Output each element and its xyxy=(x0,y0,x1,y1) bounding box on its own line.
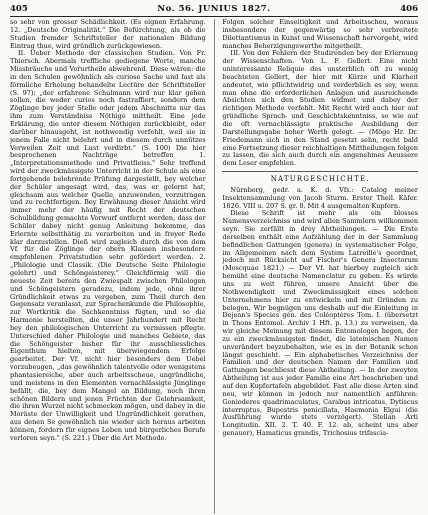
left-paragraph: II. Ueber Methode der classischen Studien. Von Fr. Thiersch. Abermals treffliche gediegene Worte, manche Missbräuche und Vorurtheile abwehrend. Diese wären: die in den Schulen gewöhnlich als curiose Sache und fast als förmliche Erholung behandelte Lectüre der Schriftsteller (S. 97): „der erfahrene Schulmann wird nur klar gehen sollen, die weder curios noch fastraffiert, sondern dem Zöglinge bey jeder Stelle oder jedem Abschnitte nur das ihm zum Verständniss Nöthige mittheilt. Eine jede Erklärung, die unter diesem Nöthigen zurückbleibt, oder darüber hinausgeht, ist nothwendig verfehlt, weil sie in jenem Falle nicht belehrt und in diesem durch unnützes Verweilen Zeit und Lust verdirbt." (S. 100) Die hier besprochenen Nachträge betreffen 1. „Interpretationsmethode und Privatfleiss." Sehr treffend wird der zweckmässigste Unterricht in der Schule als eine fortgehende belehrende Prüfung dargestellt, bey welcher der Schüler angesagt wird, das, was er gelernt hat, gleichsam aus welcher Quelle, anzuwenden, vorzutragen und zu rechtfertigen. Bey Erwähnung dieser Ansicht wird immer mehr der häufig mit Recht der deutschen Schulbildung gemachte Vorwurf entfernt werden, dass der Schüler dabey nicht genug Anleitung bekomme, das Erlernte selbstthätig zu verarbeiten und in freyer Rede klar darzustellen. Dieß wird zugleich durch die von dem Vf. für die Zöglinge der obern Klassen insbesondere empfohlenen Privatstudien sehr gefördert werden. 2. „Philologie und Classik. (Die Deutsche Seite Philologie gelehrt) und Schöngeisterey." Gleichförmig will die neueste Zeit bereits den Zwiespalt zwischen Philologen und Schöngeistern geradezu, indem jede, ohne ihrer Gründlichkeit etwas zu vergeben, zum Theil durch den Gegensatz veranlasst, zur Sprachenkunde die Philosophie, zur Wortkritik die Sachkenntniss fügten, und so die Harmonie herstellten, die unser Jahrhundert mit Recht bey den philologischen Unterricht zu vermissen pflegte. Unterschied daher Philologie und manches Gebiete, das die Schöngeister bisher für ihr ausschliessliches Eigenthum hielten, mit überwiegendem Erfolge gearbeitet. Der Vf. nicht hier besonders dem Uebel vorzubeugen, „das gewöhnlich talentvolle oder wenigstens phantasiereiche, aber auch arbeitsscheue, ungründliche, und meistens in den Elementen vernachlässigte Jünglinge befällt, die, bey dem Mangel an Bildung, noch ihren schönen Bildern und jenen Früchten der Gelehrsamkeit, die ihren Wurzel nicht schmecken mögen, und dabey in die Moräste der Unwilligkeit und Ungründlichkeit gerathen, aus denen Se gewöhnlich nie wieder sich heraus arbeiten können, fordern für eignes Leben und bürgerliches Berufe verloren seyn." (S. 221.) Über die Art Methode. xyxy=(10,49,206,442)
column-divider xyxy=(214,19,215,514)
left-column xyxy=(10,19,206,514)
section-heading: NATURGESCHICHTE. xyxy=(270,175,370,184)
right-paragraph: III. Von den Fehlern der Studirenden bey der Erlernung der Wissenschaften. Von L. F. Gellert. Eine nicht uninteressante Reliquie des unsterblich oft zu wenig beachteten Gellert, der hier mit Kürze und Klarheit andeutet, wie pflichtwidrig und verderblich es sey, wenn man ohne die erforderlichen Anlagen und ausreichende Absichten sich den Studien widmet und dabey der richtigen Methode verfehlt. Mit Recht wird auch hier auf gründliche Sprach- und Geschichtskenntniss, so wie auf die oft vernachlässigte praktische Ausbildung der Darstellungsgabe hoher Werth gelegt. — (Möge Hr. Dr. Friedemann sich in den Stand gesetzt sehn, recht bald eine Fortsetzung dieser reichhaltigen Mittheilungen folgen zu lassen, die sich auch durch ein angenehmes Aeussere dem Leser empfehlen. xyxy=(222,49,418,168)
issue-title: No. 56. JUNIUS 1827. xyxy=(157,4,271,14)
right-column xyxy=(222,19,418,514)
entry-heading: Nürnberg, gedr. a. K. d. Vfs.: Catalog meiner Insektensammlung von Jacob Sturm. Erster Theil. Käfer. 1826. VIII u. 207 S. gr. 8. Mit 4 ausgemalten Kupfern. xyxy=(222,185,418,210)
page-number-right: 406 xyxy=(400,4,418,14)
section-rule xyxy=(222,171,418,172)
left-paragraph: so sehr von grosser Schädlichkeit. (Es eignen Erfahrung. 12. „Deutsche Originalität." Die Befürchtung, als ob die Studien fremder Schriftsteller der nationalen Bildung Eintrag thue, wird gründlich zurückgewiesen. xyxy=(10,19,206,50)
page-number-left: 405 xyxy=(10,4,28,14)
page-header xyxy=(10,3,418,17)
text-columns xyxy=(10,19,418,514)
entry-paragraph: Diese Schrift ist mehr als ein blosses Namensverzeichniss und wird allen Sammlern willkommen seyn. Sie zerfällt in drey Abtheilungen. — Die Erste derselben enthält eine Aufzählung der in der Sammlung befindlichen Gattungen (genera) in systematischer Folge, im Allgemeinen nach dem System Latreille's geordnet, jedoch mit Rücksicht auf Fischer's Genera Insectorum (Moscquae 1821.) — Der Vf. hat hierbey zugleich sich bemüht eine deutsche Nomenclatur zu geben. Es würde uns zu weit führen, unsere Ansicht über die Nothwendigkeit und Zweckmässigkeit eines solchen Unternehmens hier zu entwickeln und mit Gründen zu belegen. Wir begnügen uns deshalb auf die Einleitung in Dejean's Species gén. des Coléoptères Tom. I. (übersetzt in Thons Entomol. Archiv 1 Hft. p. 13.) zu verweisen, da wir gleiche Meinung mit diesem Entomologen hegen, der zu ein zweckmässigsten findet, die lateinischen Namen unverändert beyzubehalten, wie es in der Botanik schon längst geschieht. — Ein alphabetisches Verzeichniss der Familien und der deutschen Namen der Familien und Gattungen beschliesst diese Abtheilung. — In der zweyten Abtheilung ist aus jeder Familie eine Art beschrieben und auf den Kupfertafeln abgebildet. Fast alle diese Arten sind neu, wir können in jedoch nur namentlich anführen: Gonioderes quadrimaculatus, Carabus intricatus, Dytiscus interruptus, Bupestris penicillata, Haemonia Elgui (die Ausführung wurde stets verzögert). Stellan Arti Longitudin. XII. 2. T. 40. F. 12. ab, scheint uns aber genauer), Hamaticus grandis, Trichosius trifascia- xyxy=(222,209,418,438)
right-paragraph: Folgen solcher Einseitigkeit und Arbeitsscheu, woraus insbesondere der gegenwärtig so sehr verbreitete Dilettantismus in Kunst und Wissenschaft hervorgeht, wird manches Beherzigungswerthe mitgetheilt. xyxy=(222,19,418,50)
